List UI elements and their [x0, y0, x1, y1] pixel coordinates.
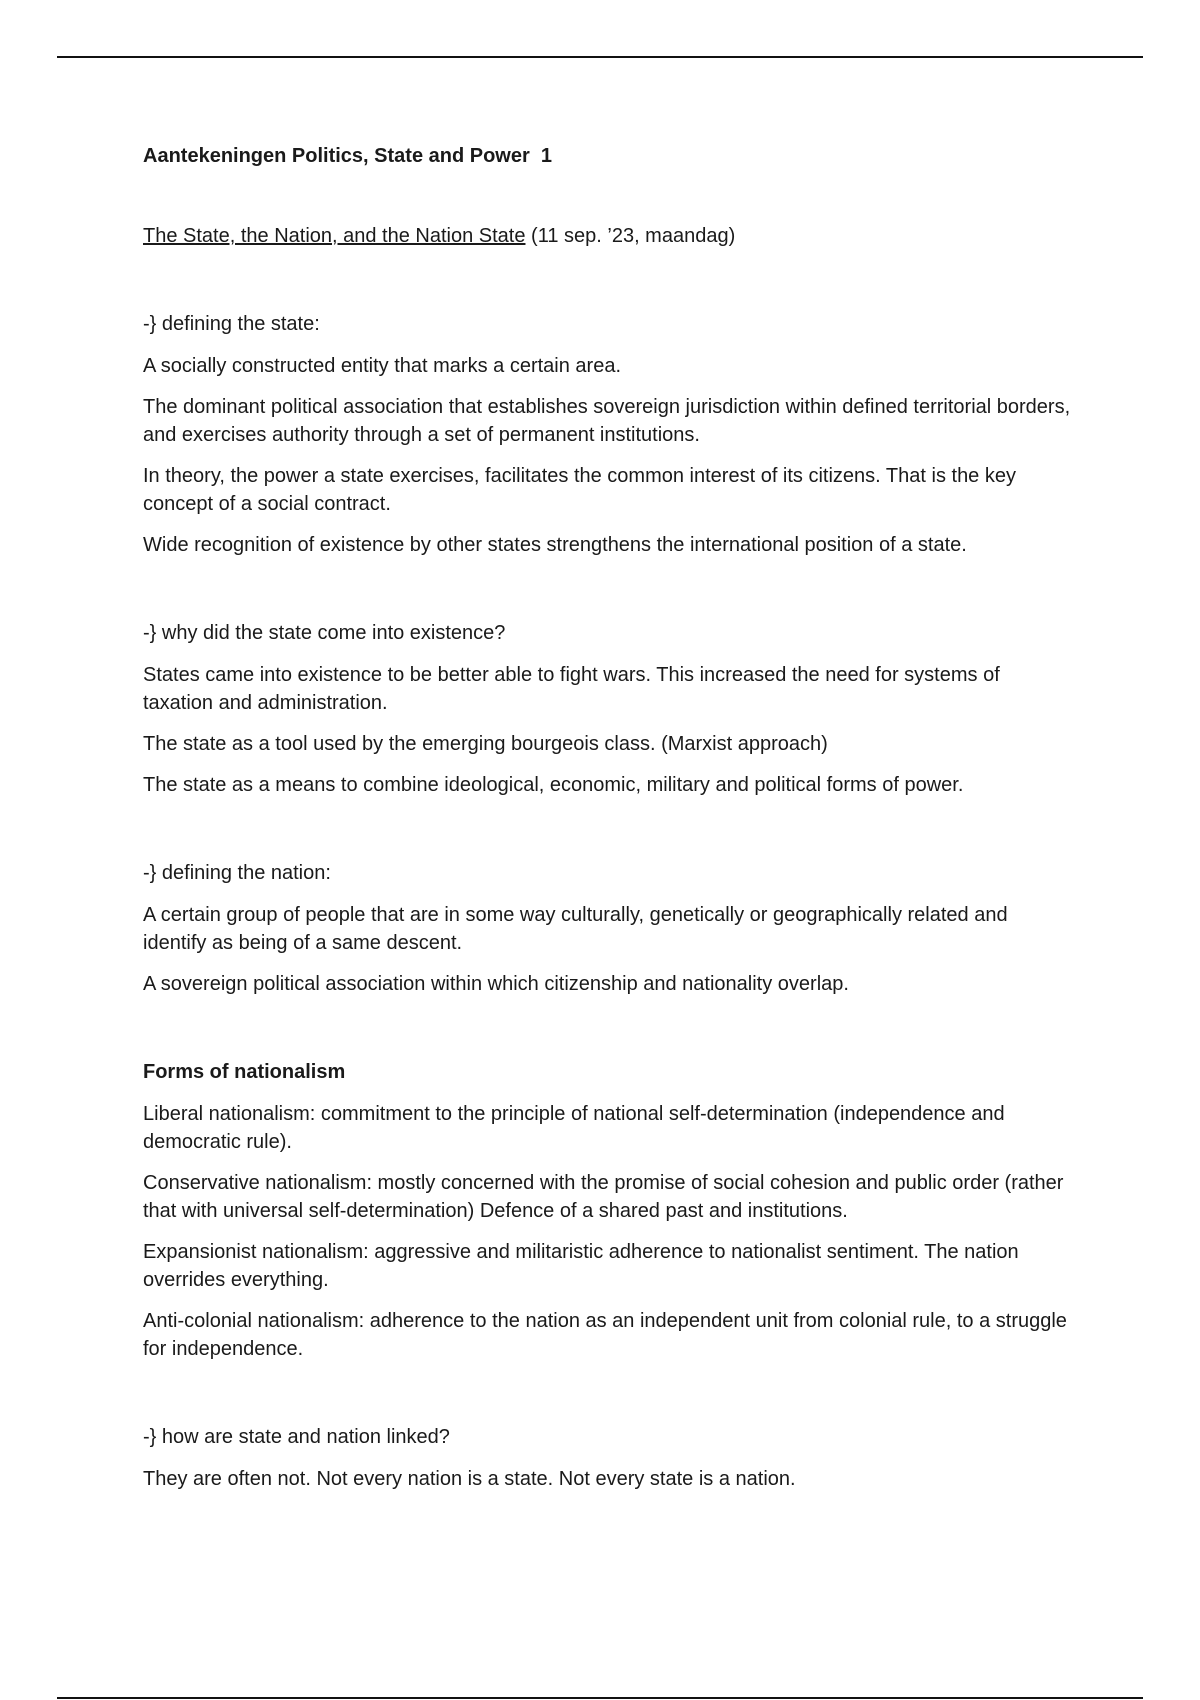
paragraph: In theory, the power a state exercises, facilitates the common interest of its citizens. That is the key concept of a social contract.	[143, 465, 1016, 515]
paragraph: They are often not. Not every nation is a state. Not every state is a nation.	[143, 1468, 796, 1490]
paragraph: Wide recognition of existence by other states strengthens the international position of a state.	[143, 534, 967, 556]
paragraph: A socially constructed entity that marks a certain area.	[143, 355, 621, 377]
paragraph: States came into existence to be better able to fight wars. This increased the need for systems of taxation and administration.	[143, 664, 1000, 714]
block-label-defining-nation: -} defining the nation:	[143, 862, 331, 884]
paragraph: The state as a means to combine ideological, economic, military and political forms of power.	[143, 774, 964, 796]
document-body	[143, 142, 1073, 1493]
page-top-rule	[57, 56, 1143, 58]
paragraph: The dominant political association that establishes sovereign jurisdiction within defined territorial borders, and exercises authority through a set of permanent institutions.	[143, 396, 1071, 446]
block-label-defining-state: -} defining the state:	[143, 313, 320, 335]
paragraph: Conservative nationalism: mostly concerned with the promise of social cohesion and public order (rather that with universal self-determination) Defence of a shared past and institutions.	[143, 1172, 1064, 1222]
paragraph: Anti-colonial nationalism: adherence to the nation as an independent unit from colonial rule, to a struggle for independence.	[143, 1310, 1067, 1360]
page-bottom-rule	[57, 1697, 1143, 1699]
block-label-state-origin: -} why did the state come into existence?	[143, 622, 506, 644]
paragraph: The state as a tool used by the emerging bourgeois class. (Marxist approach)	[143, 733, 828, 755]
section-title: The State, the Nation, and the Nation State	[143, 225, 526, 247]
block-label-state-nation-link: -} how are state and nation linked?	[143, 1426, 450, 1448]
paragraph: Expansionist nationalism: aggressive and militaristic adherence to nationalist sentiment. The nation overrides everything.	[143, 1241, 1019, 1291]
section-date: (11 sep. ’23, maandag)	[525, 225, 736, 247]
paragraph: Liberal nationalism: commitment to the principle of national self-determination (independence and democratic rule).	[143, 1103, 1005, 1153]
paragraph: A certain group of people that are in some way culturally, genetically or geographically related and identify as being of a same descent.	[143, 904, 1008, 954]
paragraph: A sovereign political association within which citizenship and nationality overlap.	[143, 973, 849, 995]
document-title: Aantekeningen Politics, State and Power 1	[143, 145, 552, 167]
block-label-forms-of-nationalism: Forms of nationalism	[143, 1061, 346, 1083]
section-heading	[143, 222, 1073, 250]
